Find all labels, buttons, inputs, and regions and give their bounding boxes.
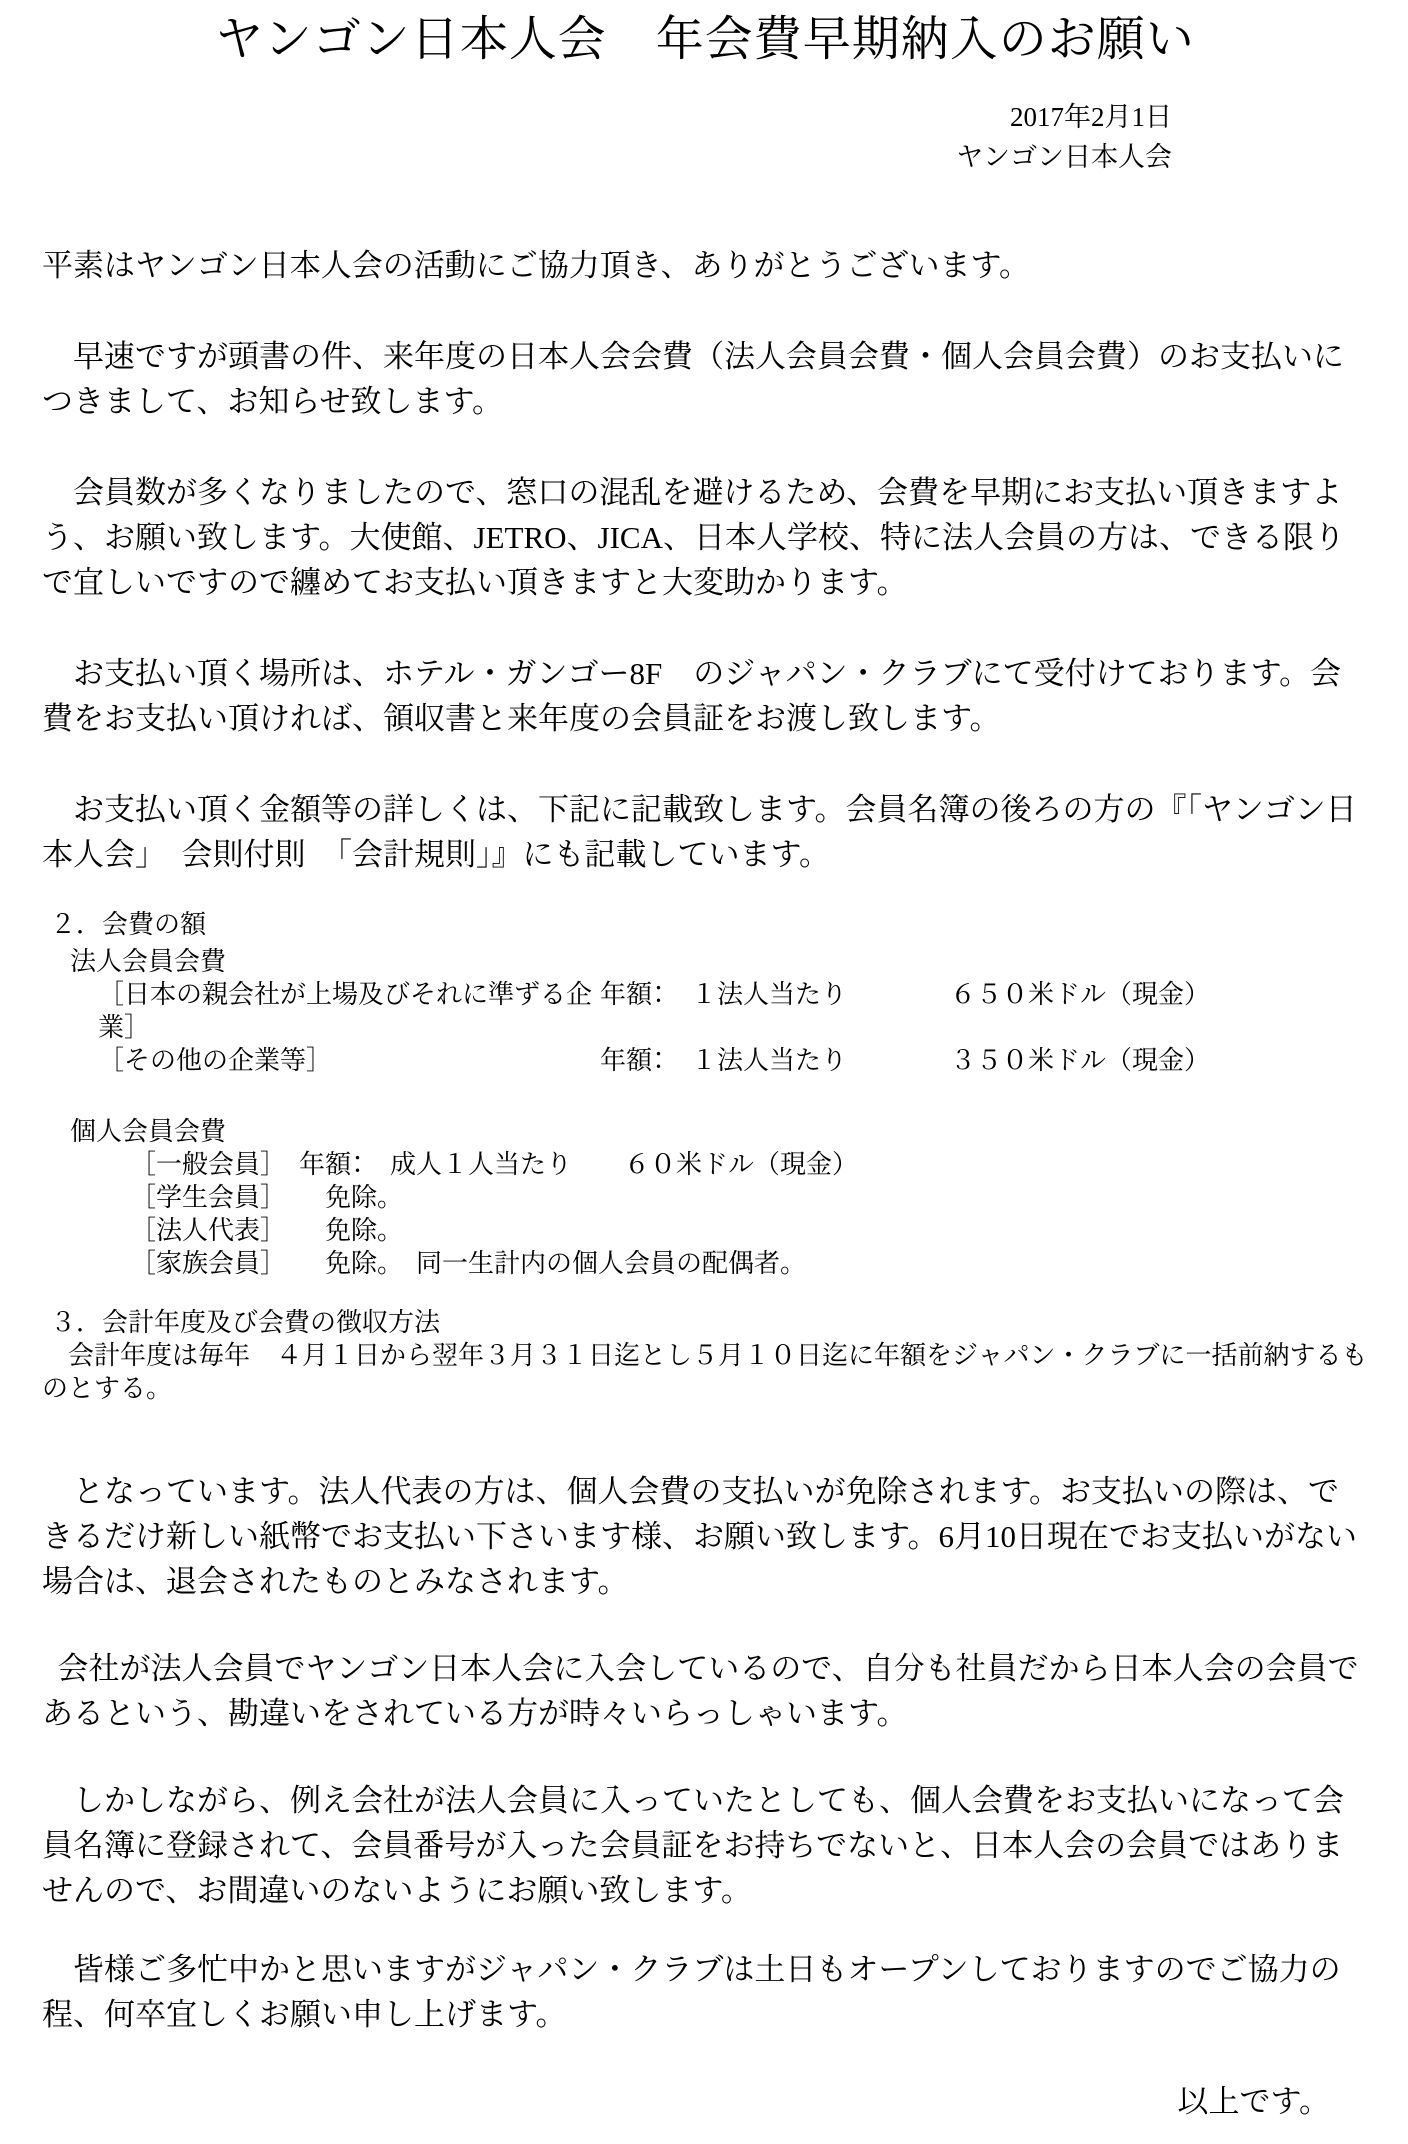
fee-row-amount: ３５０米ドル（現金） [950,1045,1211,1076]
individual-fees-title: 個人会員会費 [70,1116,227,1147]
body-paragraph-membership-card: しかしながら、例え会社が法人会員に入っていたとしても、個人会費をお支払いになって会員名簿に登録されて、会員番号が入った会員証をお持ちでないと、日本人会の会員ではありませんので、お間違いのないようにお願い致します。 [42,1783,1344,1909]
individual-fee-row-family: ［家族会員］ 免除。 同一生計内の個人会員の配偶者。 [130,1248,807,1279]
fiscal-section-heading: ３．会計年度及び会費の徴収方法 [50,1307,441,1338]
fee-row-term: 年額： １法人当たり [600,1045,848,1076]
greeting-paragraph: 平素はヤンゴン日本人会の活動にご協力頂き、ありがとうございます。 [42,248,1030,284]
individual-fee-row-student: ［学生会員］ 免除。 [130,1182,404,1213]
fee-row-term: 年額： １法人当たり [600,979,848,1010]
fee-row-label: ［その他の企業等］ [98,1045,333,1076]
fee-row-amount: ６５０米ドル（現金） [950,979,1211,1010]
body-paragraph-payment-place: お支払い頂く場所は、ホテル・ガンゴー8F のジャパン・クラブにて受付けております。会費をお支払い頂ければ、領収書と来年度の会員証をお渡し致します。 [42,656,1342,737]
corporate-fee-row-other [98,1044,1368,1077]
corporate-fees-title: 法人会員会費 [70,946,227,977]
fee-row-label: ［日本の親会社が上場及びそれに準ずる企業］ [98,979,593,1043]
body-paragraph-amount-details: お支払い頂く金額等の詳しくは、下記に記載致します。会員名簿の後ろの方の『「ヤンゴン日本人会」 会則付則 「会計規則」』にも記載しています。 [42,792,1357,873]
corporate-fee-row-listed [98,978,1368,1044]
date-line: 2017年2月1日 [1010,102,1172,133]
sender-line: ヤンゴン日本人会 [956,142,1172,173]
body-paragraph-fee-notice: 早速ですが頭書の件、来年度の日本人会会費（法人会員会費・個人会員会費）のお支払いにつきまして、お知らせ致します。 [42,339,1344,420]
date-block [42,97,1368,177]
fee-section [42,908,1368,1280]
body-paragraph-early-payment: 会員数が多くなりましたので、窓口の混乱を避けるため、会費を早期にお支払い頂きますよう、お願い致します。大使館、JETRO、JICA、日本人学校、特に法人会員の方は、できる限りで宜しいですので纏めてお支払い頂きますと大変助かります。 [42,475,1345,601]
document-title: ヤンゴン日本人会 年会費早期納入のお願い [215,13,1195,66]
fee-section-heading: ２．会費の額 [50,909,207,940]
body-paragraph-weekend-open: 皆様ご多忙中かと思いますがジャパン・クラブは土日もオープンしておりますのでご協力の程、何卒宜しくお願い申し上げます。 [42,1952,1341,2033]
individual-fees-block [42,1115,1368,1280]
body-paragraph-exemption-note: となっています。法人代表の方は、個人会費の支払いが免除されます。お支払いの際は、できるだけ新しい紙幣でお支払い下さいます様、お願い致します。6月10日現在でお支払いがない場合は、退会されたものとみなされます。 [42,1474,1358,1600]
corporate-fees-block [42,945,1368,1077]
body-paragraph-misunderstanding: 会社が法人会員でヤンゴン日本人会に入会しているので、自分も社員だから日本人会の会員であるという、勘違いをされている方が時々いらっしゃいます。 [42,1651,1359,1732]
closing-line: 以上です。 [1177,2084,1330,2120]
fiscal-section-body: 会計年度は毎年 ４月１日から翌年３月３１日迄とし５月１０日迄に年額をジャパン・クラブに一括前納するものとする。 [42,1340,1368,1404]
fiscal-year-section [42,1306,1368,1405]
individual-fee-row-representative: ［法人代表］ 免除。 [130,1215,404,1246]
individual-fee-row-general: ［一般会員］ 年額： 成人１人当たり ６０米ドル（現金） [130,1149,859,1180]
